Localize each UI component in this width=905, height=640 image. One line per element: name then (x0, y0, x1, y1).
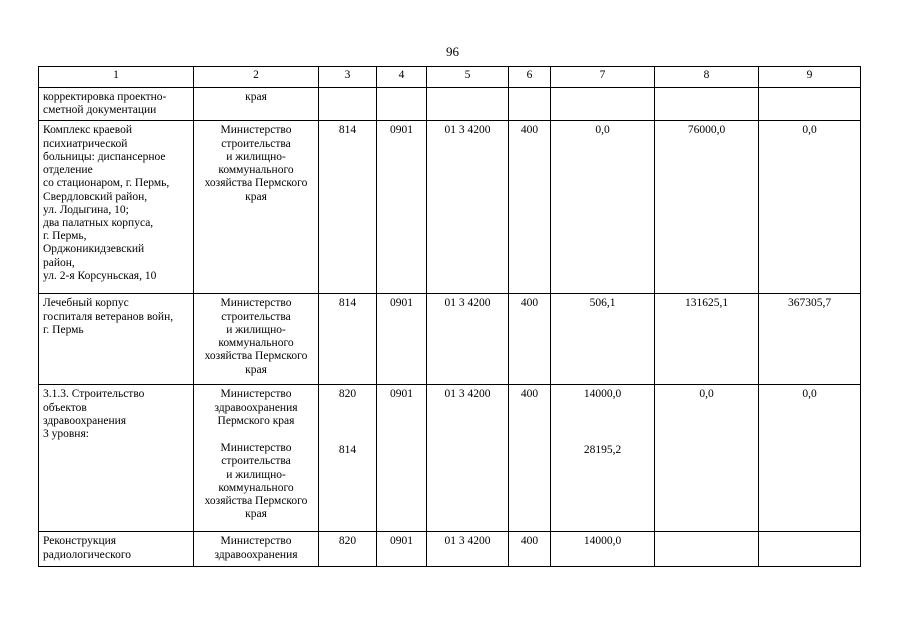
amount-col7-cell: 506,1 (551, 294, 655, 385)
col-header-3: 3 (319, 67, 377, 88)
section-cell: 0901 (377, 532, 427, 567)
amount-col9-cell: 0,0 (759, 385, 861, 532)
amount-col7-cell (551, 385, 655, 532)
expense-type-cell: 400 (509, 532, 551, 567)
code-cell: 814 (319, 121, 377, 294)
table-row (39, 385, 861, 532)
code-line-2: 814 (338, 443, 357, 456)
col-header-8: 8 (655, 67, 759, 88)
table-row (39, 294, 861, 385)
administrator-cell: Министерство строительства и жилищно- коммунального хозяйства Пермского края (194, 294, 319, 385)
code-cell (319, 385, 377, 532)
amount-col8-cell (655, 532, 759, 567)
administrator-cell: Министерство здравоохранения (194, 532, 319, 567)
col-header-4: 4 (377, 67, 427, 88)
table-row (39, 121, 861, 294)
object-name-cell: Лечебный корпус госпиталя ветеранов войн, г. Пермь (39, 294, 194, 385)
code-line-1: 820 (338, 388, 357, 401)
code-cell: 814 (319, 294, 377, 385)
expense-type-cell: 400 (509, 121, 551, 294)
target-article-cell: 01 3 4200 (427, 385, 509, 532)
page-number: 96 (446, 44, 459, 59)
amount-col9-cell (759, 532, 861, 567)
col-header-5: 5 (427, 67, 509, 88)
budget-table (38, 66, 861, 567)
target-article-cell: 01 3 4200 (427, 121, 509, 294)
amount-col8-cell: 131625,1 (655, 294, 759, 385)
col-header-7: 7 (551, 67, 655, 88)
target-article-cell (427, 88, 509, 121)
object-name-cell: корректировка проектно- сметной документации (39, 88, 194, 121)
col-header-6: 6 (509, 67, 551, 88)
administrator-cell: края (194, 88, 319, 121)
amount-col7-line-2: 28195,2 (583, 443, 622, 456)
expense-type-cell: 400 (509, 294, 551, 385)
administrator-line-2: Министерство строительства и жилищно- коммунального хозяйства Пермского края (204, 442, 308, 521)
amount-col7-cell: 0,0 (551, 121, 655, 294)
object-name-cell: Комплекс краевой психиатрической больницы: диспансерное отделение со стационаром, г. Пермь, Свердловский район, ул. Лодыгина, 10; два палатных корпуса, г. Пермь, Орджоникидзевский район, ул. 2-я Корсуньская, 10 (39, 121, 194, 294)
amount-col7-cell: 14000,0 (551, 532, 655, 567)
amount-col7-line-1: 14000,0 (583, 388, 622, 401)
administrator-cell: Министерство строительства и жилищно- коммунального хозяйства Пермского края (194, 121, 319, 294)
table-row (39, 532, 861, 567)
amount-col8-cell (655, 88, 759, 121)
section-cell: 0901 (377, 294, 427, 385)
target-article-cell: 01 3 4200 (427, 294, 509, 385)
col-header-2: 2 (194, 67, 319, 88)
section-cell: 0901 (377, 385, 427, 532)
amount-col9-cell: 0,0 (759, 121, 861, 294)
amount-col8-cell: 76000,0 (655, 121, 759, 294)
expense-type-cell (509, 88, 551, 121)
administrator-line-1: Министерство здравоохранения Пермского края (214, 388, 298, 427)
expense-type-cell: 400 (509, 385, 551, 532)
amount-col7-cell (551, 88, 655, 121)
header-row (39, 67, 861, 88)
section-cell (377, 88, 427, 121)
col-header-9: 9 (759, 67, 861, 88)
amount-col8-cell: 0,0 (655, 385, 759, 532)
target-article-cell: 01 3 4200 (427, 532, 509, 567)
col-header-1: 1 (39, 67, 194, 88)
code-cell: 820 (319, 532, 377, 567)
object-name-cell: 3.1.3. Строительство объектов здравоохранения 3 уровня: (39, 385, 194, 532)
amount-col9-cell: 367305,7 (759, 294, 861, 385)
amount-col9-cell (759, 88, 861, 121)
section-cell: 0901 (377, 121, 427, 294)
object-name-cell: Реконструкция радиологического (39, 532, 194, 567)
code-cell (319, 88, 377, 121)
table-row (39, 88, 861, 121)
administrator-cell (194, 385, 319, 532)
